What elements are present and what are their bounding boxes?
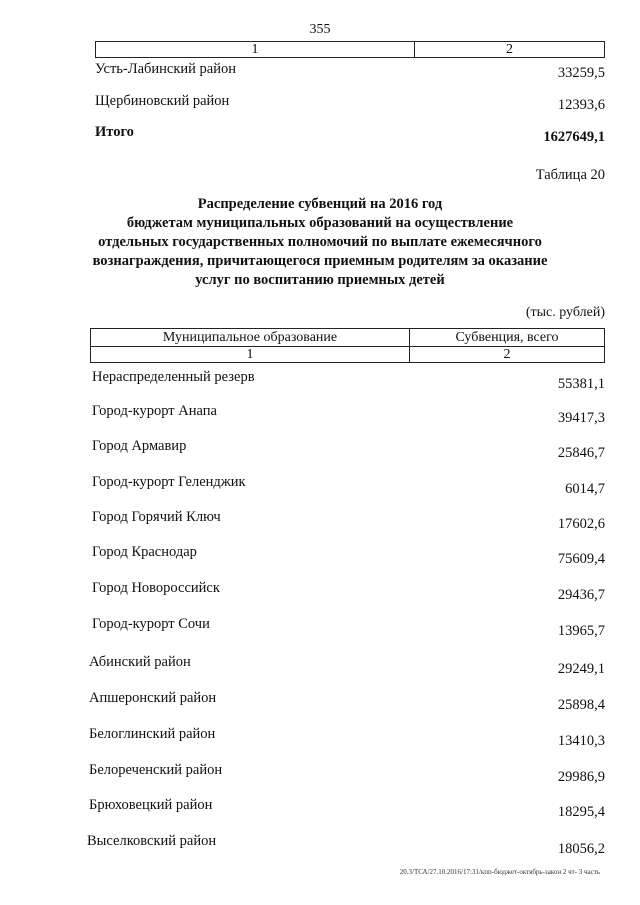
row-value: 75609,4 bbox=[557, 551, 605, 567]
table-row bbox=[0, 616, 640, 639]
row-value: 18295,4 bbox=[557, 804, 605, 820]
table-row bbox=[0, 654, 640, 677]
row-name: Город Армавир bbox=[92, 438, 187, 454]
title-line: отдельных государственных полномочий по выплате ежемесячного bbox=[98, 234, 542, 250]
top-table-col1-number: 1 bbox=[96, 42, 415, 58]
row-value: 17602,6 bbox=[557, 516, 605, 532]
total-value: 1627649,1 bbox=[543, 129, 605, 145]
row-name: Белоглинский район bbox=[89, 726, 216, 742]
row-value: 39417,3 bbox=[557, 410, 605, 426]
column-header-subvention: Субвенция, всего bbox=[410, 329, 605, 347]
total-label: Итого bbox=[95, 124, 134, 140]
row-value: 55381,1 bbox=[557, 376, 605, 392]
title-line: вознаграждения, причитающегося приемным родителям за оказание bbox=[92, 253, 548, 269]
row-name: Белореченский район bbox=[89, 762, 223, 778]
row-value: 25846,7 bbox=[557, 445, 605, 461]
column-header-municipality: Муниципальное образование bbox=[91, 329, 410, 347]
table-row bbox=[0, 726, 640, 749]
footer-reference: 20.3/ТСА/27.10.2016/17:31/кпп-бюджет-октябрь-закон 2 чт- 3 часть bbox=[399, 868, 600, 876]
table-row bbox=[0, 797, 640, 820]
title-line: услуг по воспитанию приемных детей bbox=[195, 272, 445, 288]
title-line: Распределение субвенций на 2016 год bbox=[197, 196, 443, 212]
row-name: Абинский район bbox=[89, 654, 191, 670]
table-caption: Таблица 20 bbox=[535, 167, 605, 183]
page-number: 355 bbox=[309, 22, 331, 37]
row-value: 18056,2 bbox=[557, 841, 605, 857]
row-name: Город Краснодар bbox=[92, 544, 197, 560]
top-table-header bbox=[95, 41, 605, 58]
row-name: Щербиновский район bbox=[95, 93, 230, 109]
table-row bbox=[0, 544, 640, 567]
row-name: Город-курорт Анапа bbox=[92, 403, 217, 419]
row-value: 29986,9 bbox=[557, 769, 605, 785]
row-name: Усть-Лабинский район bbox=[95, 61, 236, 77]
row-name: Город Новороссийск bbox=[92, 580, 220, 596]
row-name: Город-курорт Сочи bbox=[92, 616, 210, 632]
column-number-2: 2 bbox=[410, 347, 605, 363]
units-label: (тыс. рублей) bbox=[525, 305, 605, 320]
table-row bbox=[0, 690, 640, 713]
row-name: Апшеронский район bbox=[89, 690, 217, 706]
row-name: Город-курорт Геленджик bbox=[92, 474, 246, 490]
title-line: бюджетам муниципальных образований на осуществление bbox=[126, 215, 514, 231]
row-value: 13410,3 bbox=[557, 733, 605, 749]
row-value: 29249,1 bbox=[557, 661, 605, 677]
table-row bbox=[0, 61, 640, 81]
row-value: 33259,5 bbox=[557, 65, 605, 81]
row-value: 13965,7 bbox=[557, 623, 605, 639]
table-row bbox=[0, 93, 640, 113]
row-name: Брюховецкий район bbox=[89, 797, 213, 813]
total-row bbox=[0, 124, 640, 144]
main-table-header bbox=[90, 328, 605, 363]
row-value: 29436,7 bbox=[557, 587, 605, 603]
top-table-col2-number: 2 bbox=[415, 42, 605, 58]
row-value: 12393,6 bbox=[557, 97, 605, 113]
table-row bbox=[0, 474, 640, 497]
column-number-1: 1 bbox=[91, 347, 410, 363]
row-value: 25898,4 bbox=[557, 697, 605, 713]
row-value: 6014,7 bbox=[565, 481, 605, 497]
table-row bbox=[0, 438, 640, 461]
table-row bbox=[0, 403, 640, 426]
row-name: Город Горячий Ключ bbox=[92, 509, 221, 525]
row-name: Выселковский район bbox=[87, 833, 217, 849]
table-row bbox=[0, 369, 640, 392]
table-row bbox=[0, 580, 640, 603]
table-row bbox=[0, 833, 640, 857]
row-name: Нераспределенный резерв bbox=[92, 369, 255, 385]
table-row bbox=[0, 762, 640, 785]
table-row bbox=[0, 509, 640, 532]
table-title bbox=[90, 195, 550, 290]
